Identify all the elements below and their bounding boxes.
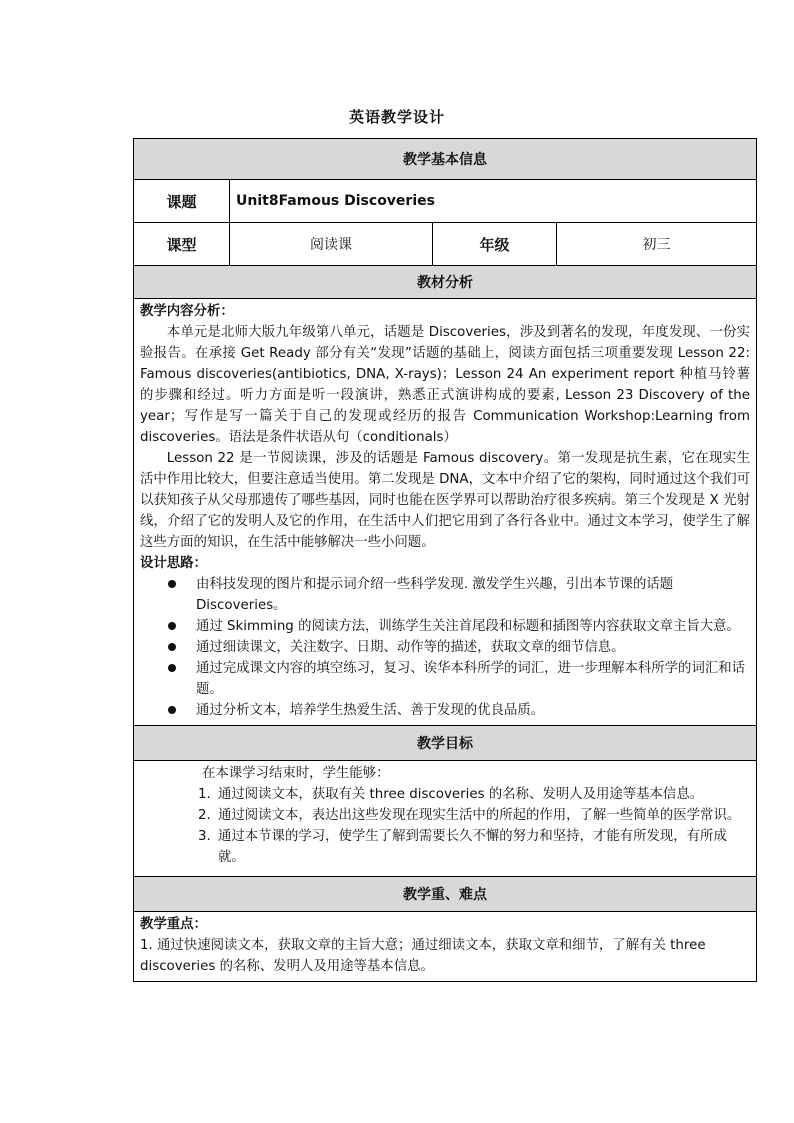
section-header-material-analysis: 教材分析 [134,266,757,299]
content-analysis-paragraph-2: Lesson 22 是一节阅读课，涉及的话题是 Famous discovery。第一发现是抗生素，它在现实生活中作用比较大，但要注意适当使用。第二发现是 DNA，文本中介绍了它的架构，同时通过这个我们可以获知孩子从父母那遗传了哪些基因，同时也能在医学界可以帮助治疗很多疾病。第三个发现是 X 光射线，介绍了它的发明人及它的作用，在生活中人们把它用到了各行各业中。通过文本学习，使学生了解这些方面的知识，在生活中能够解决一些小问题。 [140,451,750,550]
design-item-text: 通过 Skimming 的阅读方法，训练学生关注首尾段和标题和插图等内容获取文章主旨大意。 [196,619,740,634]
list-item [140,700,750,721]
objective-text: 通过阅读文本，获取有关 three discoveries 的名称、发明人及用途等基本信息。 [218,787,704,802]
material-analysis-body [134,299,757,726]
list-item [140,805,750,826]
bullet-icon [168,580,176,588]
grade-label: 年级 [433,223,557,266]
objective-text: 通过阅读文本，表达出这些发现在现实生活中的所起的作用，了解一些简单的医学常识。 [218,808,741,823]
list-item [140,574,750,616]
design-ideas-heading: 设计思路： [140,556,207,571]
design-item-text: 通过分析文本，培养学生热爱生活、善于发现的优良品质。 [196,703,545,718]
topic-label: 课题 [134,180,230,223]
objective-number: 1. [198,787,211,802]
bullet-icon [168,622,176,630]
design-ideas-list [140,574,750,721]
section-header-basic-info: 教学基本信息 [134,139,757,180]
topic-value: Unit8Famous Discoveries [230,180,757,223]
content-analysis-paragraph-1: 本单元是北师大版九年级第八单元，话题是 Discoveries，涉及到著名的发现，年度发现、一份实验报告。在承接 Get Ready 部分有关“发现”话题的基础上，阅读方面包括三项重要发现 Lesson 22: Famous discoveries(antibiotics, DNA, X-rays)；Lesson 24 An experiment report 种植马铃薯的步骤和经过。听力方面是听一段演讲，熟悉正式演讲构成的要素, Lesson 23 Discovery of the year；写作是写一篇关于自己的发现或经历的报告 Communication Workshop:Learning from discoveries。语法是条件状语从句（conditionals） [140,325,750,445]
document-title: 英语教学设计 [348,108,445,126]
section-header-objectives: 教学目标 [134,726,757,761]
list-item [140,658,750,700]
grade-value: 初三 [557,223,757,266]
objective-number: 2. [198,808,211,823]
objectives-list [140,784,750,868]
section-header-key-points: 教学重、难点 [134,877,757,912]
type-label: 课型 [134,223,230,266]
objective-number: 3. [198,829,211,844]
type-value: 阅读课 [230,223,433,266]
objectives-intro: 在本课学习结束时，学生能够： [202,766,390,781]
bullet-icon [168,664,176,672]
content-analysis-heading: 教学内容分析： [140,304,234,319]
key-points-text: 1. 通过快速阅读文本，获取文章的主旨大意；通过细读文本，获取文章和细节，了解有关 three discoveries 的名称、发明人及用途等基本信息。 [140,938,706,974]
list-item [140,616,750,637]
bullet-icon [168,706,176,714]
key-points-body [134,912,757,982]
key-points-heading: 教学重点： [140,917,207,932]
list-item [140,826,750,868]
list-item [140,784,750,805]
design-item-text: 通过细读课文，关注数字、日期、动作等的描述，获取文章的细节信息。 [196,640,625,655]
design-item-text: 由科技发现的图片和提示词介绍一些科学发现. 激发学生兴趣，引出本节课的话题 Discoveries。 [196,577,674,613]
bullet-icon [168,643,176,651]
objective-text: 通过本节课的学习，使学生了解到需要长久不懈的努力和坚持，才能有所发现，有所成就。 [218,829,727,865]
lesson-plan-table [133,138,757,982]
design-item-text: 通过完成课文内容的填空练习，复习、诶华本科所学的词汇，进一步理解本科所学的词汇和话题。 [196,661,746,697]
objectives-body [134,761,757,877]
list-item [140,637,750,658]
